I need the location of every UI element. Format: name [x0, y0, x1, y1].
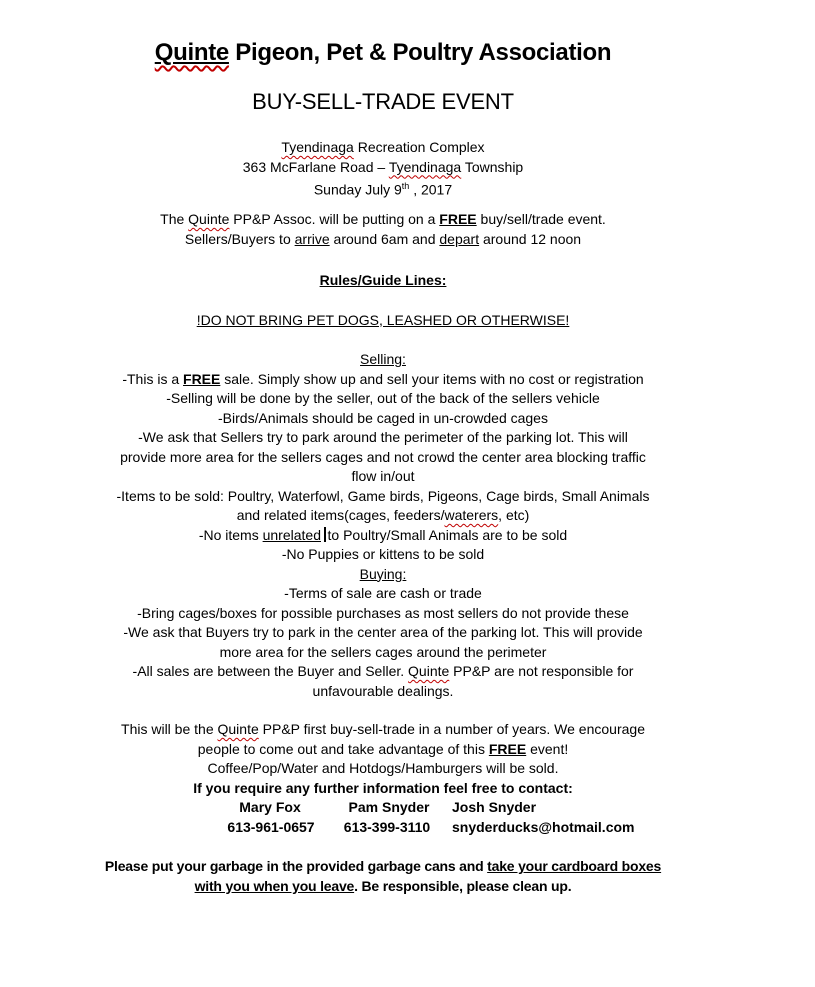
text-segment: with you when you leave — [194, 877, 355, 894]
text-line — [78, 487, 688, 507]
contact-name: Pam Snyder — [348, 799, 430, 816]
text-segment: Township — [461, 158, 524, 175]
text-line — [78, 467, 688, 487]
contact-phone: 613-961-0657 — [227, 818, 315, 835]
text-line — [78, 230, 688, 250]
text-line — [78, 740, 688, 760]
venue-block — [78, 138, 688, 200]
contact-name: Josh Snyder — [452, 799, 537, 816]
text-segment: provide more area for the sellers cages and not crowd the center area blocking traffic — [120, 448, 646, 465]
text-line — [78, 271, 688, 291]
text-segment: Please put your garbage in the provided garbage cans and — [104, 858, 488, 875]
text-segment: -All sales are between the Buyer and Seller. — [132, 663, 409, 680]
text-segment: event! — [526, 740, 569, 757]
text-line — [78, 720, 688, 740]
text-line — [78, 38, 688, 68]
selling-rules — [78, 370, 688, 565]
text-line — [78, 526, 688, 546]
misspelled-word: Tyendinaga — [388, 158, 462, 175]
text-segment: !DO NOT BRING PET DOGS, LEASHED OR OTHERWISE! — [196, 311, 570, 328]
contact-details-row — [78, 818, 688, 838]
text-segment: PP&P first buy-sell-trade in a number of years. We encourage — [258, 721, 645, 738]
selling-heading — [78, 350, 688, 370]
text-segment: -No Puppies or kittens to be sold — [281, 546, 485, 563]
text-segment: PP&P Assoc. will be putting on a — [229, 211, 440, 228]
text-segment: depart — [439, 230, 480, 247]
text-segment: th — [401, 181, 410, 191]
text-segment: If you require any further information feel free to contact: — [193, 779, 573, 796]
text-segment: , etc) — [498, 507, 530, 524]
text-segment: flow in/out — [351, 468, 415, 485]
text-line — [78, 857, 688, 877]
text-segment: PP&P are not responsible for — [449, 663, 634, 680]
text-segment: and related items(cages, feeders/ — [236, 507, 445, 524]
text-line — [78, 409, 688, 429]
text-segment: around 6am and — [329, 230, 440, 247]
text-segment: Recreation Complex — [353, 139, 485, 155]
text-line — [78, 389, 688, 409]
misspelled-word: Quinte — [188, 211, 230, 228]
misspelled-word: waterers — [444, 507, 499, 524]
text-segment: -Items to be sold: Poultry, Waterfowl, Game birds, Pigeons, Cage birds, Small Animals — [116, 487, 650, 504]
text-line — [78, 311, 688, 331]
text-segment: more area for the sellers cages around the perimeter — [219, 643, 547, 660]
text-segment: buy/sell/trade event. — [476, 211, 606, 228]
misspelled-word: Quinte — [217, 721, 259, 738]
text-segment: arrive — [294, 230, 330, 247]
text-segment: unrelated — [262, 526, 321, 543]
text-line — [78, 506, 688, 526]
text-segment: take your cardboard boxes — [487, 858, 662, 875]
garbage-notice — [78, 857, 688, 896]
buying-rules — [78, 584, 688, 701]
contact-phone: 613-399-3110 — [343, 818, 431, 835]
text-segment: -We ask that Buyers try to park in the center area of the parking lot. This will provide — [123, 624, 643, 641]
text-segment: FREE — [439, 211, 477, 228]
text-line — [78, 584, 688, 604]
text-segment: Sellers/Buyers to — [184, 230, 295, 247]
text-line — [78, 428, 688, 448]
text-cursor — [324, 527, 326, 542]
text-segment: to Poultry/Small Animals are to be sold — [327, 526, 568, 543]
intro-paragraph — [78, 210, 688, 249]
text-line — [78, 565, 688, 585]
text-segment: Pigeon, Pet & Poultry Association — [228, 39, 612, 66]
text-segment: , 2017 — [409, 181, 453, 198]
text-segment: unfavourable dealings. — [312, 682, 454, 699]
text-segment: -Bring cages/boxes for possible purchases as most sellers do not provide these — [137, 604, 629, 621]
text-line — [78, 350, 688, 370]
text-line — [78, 604, 688, 624]
contact-names-row — [78, 798, 688, 818]
misspelled-word: Quinte — [154, 39, 229, 66]
text-line — [78, 682, 688, 702]
text-segment: . Be responsible, please clean up. — [354, 877, 572, 894]
text-segment: BUY-SELL-TRADE EVENT — [252, 89, 514, 114]
event-heading — [78, 88, 688, 116]
text-line — [78, 779, 688, 799]
text-segment: FREE — [183, 370, 221, 387]
text-segment: sale. Simply show up and sell your items with no cost or registration — [220, 370, 644, 387]
text-segment: -We ask that Sellers try to park around the perimeter of the parking lot. This will — [138, 429, 628, 446]
text-segment: -Terms of sale are cash or trade — [284, 585, 482, 602]
text-line — [78, 210, 688, 230]
buying-heading — [78, 565, 688, 585]
text-line — [78, 759, 688, 779]
text-segment: Buying: — [359, 565, 407, 582]
text-segment: -Selling will be done by the seller, out of the back of the sellers vehicle — [166, 390, 600, 407]
rules-heading — [78, 271, 688, 291]
document-title — [78, 38, 688, 68]
text-line — [78, 448, 688, 468]
text-segment — [155, 39, 229, 66]
text-segment: around 12 noon — [479, 230, 582, 247]
text-line — [78, 138, 688, 158]
contact-email: snyderducks@hotmail.com — [452, 818, 635, 835]
flyer-page — [78, 0, 688, 896]
text-line — [78, 370, 688, 390]
text-segment: Coffee/Pop/Water and Hotdogs/Hamburgers will be sold. — [207, 760, 559, 777]
text-line — [78, 177, 688, 200]
text-line — [78, 158, 688, 178]
text-segment: The — [160, 211, 189, 228]
text-segment: -No items — [198, 526, 263, 543]
text-line — [78, 877, 688, 897]
misspelled-word: Tyendinaga — [281, 139, 354, 155]
text-segment: Sunday July 9 — [313, 181, 402, 198]
text-segment: Selling: — [360, 351, 406, 368]
text-segment: FREE — [488, 740, 527, 757]
no-dogs-warning — [78, 311, 688, 331]
closing-paragraph — [78, 720, 688, 798]
contact-name: Mary Fox — [239, 799, 301, 816]
text-line — [78, 643, 688, 663]
text-segment: people to come out and take advantage of this — [197, 740, 489, 757]
text-segment: 363 McFarlane Road – — [242, 158, 389, 175]
text-line — [78, 662, 688, 682]
text-line — [78, 88, 688, 116]
text-segment: -This is a — [122, 370, 184, 387]
misspelled-word: Quinte — [408, 663, 450, 680]
text-line — [78, 545, 688, 565]
text-segment: This will be the — [121, 721, 218, 738]
text-segment: Rules/Guide Lines: — [319, 272, 447, 289]
text-segment: -Birds/Animals should be caged in un-crowded cages — [218, 409, 548, 426]
text-line — [78, 623, 688, 643]
